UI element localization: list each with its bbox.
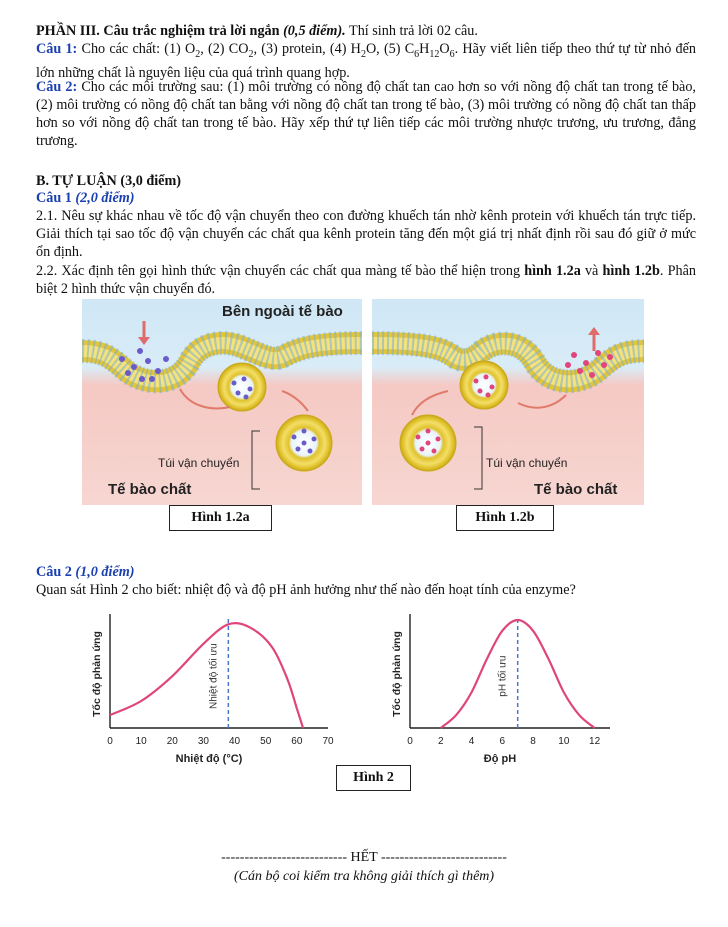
figure-1b-caption: Hình 1.2b <box>456 505 554 531</box>
vesicle-forming-a <box>218 363 266 411</box>
partB-question-2-label: Câu 2 (1,0 điểm) <box>36 564 135 580</box>
ph-tick-label: 6 <box>499 736 506 747</box>
partB-question-1-1: 2.1. Nêu sự khác nhau về tốc độ vận chuyển theo con đường khuếch tán nhờ kênh protein với khuếch tán trực tiếp. Giải thích tại sao tốc độ vận chuyển các chất qua kênh protein tăng đến một giá trị nhất định rồi sau đó giữ ở mức ổn định. <box>36 208 696 260</box>
ph-tick-label: 2 <box>437 736 444 747</box>
part3-heading-line: PHẦN III. Câu trắc nghiệm trả lời ngắn (0,5 điểm). Thí sinh trả lời 02 câu. <box>36 23 478 39</box>
vesicle-label-a: Túi vận chuyển <box>158 456 240 470</box>
cytoplasm-label-a: Tế bào chất <box>108 481 192 498</box>
membrane-transport-illustration <box>82 299 644 505</box>
temp-optimum-label: Nhiệt độ tối ưu <box>208 643 220 709</box>
ph-y-label: Tốc độ phản ứng <box>391 631 403 717</box>
temp-tick-label: 0 <box>107 736 113 747</box>
temp-tick-label: 70 <box>322 736 334 747</box>
partB-question-1-label: Câu 1 (2,0 điểm) <box>36 190 135 206</box>
temp-tick-label: 60 <box>291 736 303 747</box>
figure-1a-caption: Hình 1.2a <box>169 505 272 531</box>
end-marker: --------------------------- HẾT --------------------------- <box>221 850 507 865</box>
temp-x-label: Nhiệt độ (°C) <box>175 753 243 765</box>
ph-optimum-label: pH tối ưu <box>497 655 509 697</box>
temp-tick-label: 30 <box>197 736 209 747</box>
figure-1 <box>82 299 644 505</box>
ph-tick-label: 12 <box>589 736 601 747</box>
ph-tick-label: 4 <box>468 736 475 747</box>
outside-cell-label: Bên ngoài tế bào <box>222 303 343 320</box>
temp-tick-label: 20 <box>166 736 178 747</box>
figure-2-caption: Hình 2 <box>336 765 411 791</box>
part3-question-1: Câu 1: Cho các chất: (1) $O_2$, (2) $CO_2$, (3) protein, (4) $H_2O$, (5) $C_6H_{12}O_6$. Hãy viết liên tiếp theo thứ tự từ nhỏ đến lớn những chất là nguyên liệu của quá trình quang hợp. <box>36 41 696 81</box>
partB-question-2-text: Quan sát Hình 2 cho biết: nhiệt độ và độ pH ảnh hưởng như thế nào đến hoạt tính của enzyme? <box>36 582 576 598</box>
vesicle-label-b: Túi vận chuyển <box>486 456 568 470</box>
temp-tick-label: 50 <box>260 736 272 747</box>
partB-heading: B. TỰ LUẬN (3,0 điểm) <box>36 173 182 189</box>
temp-tick-label: 10 <box>135 736 147 747</box>
ph-x-label: Độ pH <box>483 753 517 765</box>
ph-tick-label: 10 <box>558 736 570 747</box>
vesicle-fusing-b <box>460 361 508 409</box>
part3-question-2: Câu 2: Cho các môi trường sau: (1) môi trường có nồng độ chất tan cao hơn so với nồng độ chất tan trong tế bào, (2) môi trường có nồng độ chất tan bằng với nồng độ chất tan trong tế bào, (3) môi trường có nồng độ chất tan thấp hơn so với nồng độ chất tan trong tế bào. Hãy xếp thứ tự liên tiếp các môi trường nhược trương, ưu trương, đẳng trương. <box>36 79 696 149</box>
panel-b-background <box>372 299 644 505</box>
temp-tick-label: 40 <box>229 736 241 747</box>
cytoplasm-label-b: Tế bào chất <box>534 481 618 498</box>
partB-question-1-2: 2.2. Xác định tên gọi hình thức vận chuyển các chất qua màng tế bào thể hiện trong hình 1.2a và hình 1.2b. Phân biệt 2 hình thức vận chuyển đó. <box>36 263 696 297</box>
ph-tick-label: 0 <box>407 736 413 747</box>
temp-activity-curve <box>110 623 303 728</box>
footer-note: (Cán bộ coi kiểm tra không giải thích gì thêm) <box>233 869 495 884</box>
temp-y-label: Tốc độ phản ứng <box>91 631 103 717</box>
ph-tick-label: 8 <box>530 736 536 747</box>
panel-a-background <box>82 299 362 505</box>
